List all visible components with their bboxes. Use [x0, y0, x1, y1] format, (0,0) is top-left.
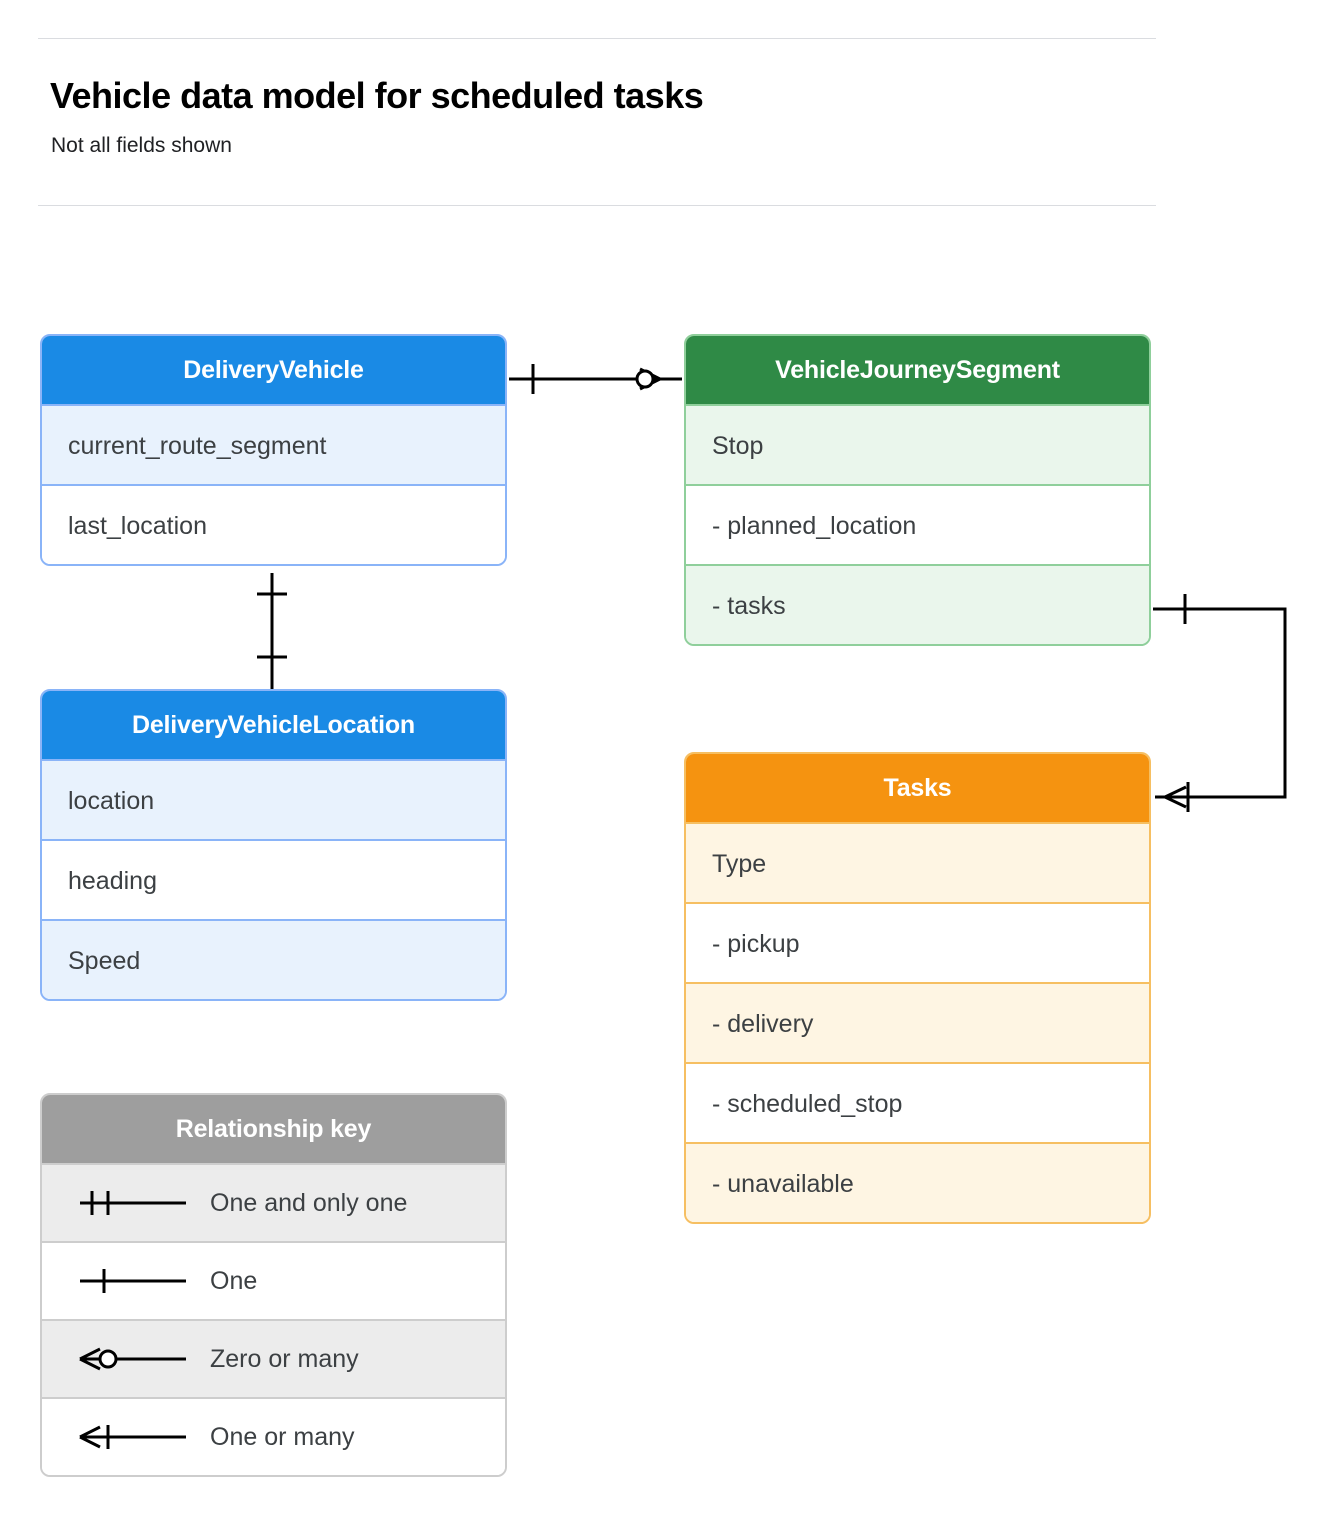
page-subtitle: Not all fields shown — [51, 134, 232, 157]
entity-delivery-vehicle-location[interactable] — [40, 689, 507, 1001]
entity-delivery-vehicle[interactable] — [40, 334, 507, 566]
legend-title: Relationship key — [42, 1095, 505, 1163]
entity-field: last_location — [42, 484, 505, 564]
page-title: Vehicle data model for scheduled tasks — [50, 75, 704, 116]
one-or-many-icon — [42, 1417, 210, 1457]
entity-delivery-vehicle-title: DeliveryVehicle — [42, 336, 505, 404]
entity-field: - planned_location — [686, 484, 1149, 564]
entity-field: - pickup — [686, 902, 1149, 982]
entity-field: - scheduled_stop — [686, 1062, 1149, 1142]
legend-item-label: One or many — [210, 1422, 355, 1451]
relationship-key-legend — [40, 1093, 507, 1477]
entity-field: Stop — [686, 404, 1149, 484]
one-icon — [42, 1261, 210, 1301]
header-divider-bottom — [38, 205, 1156, 206]
entity-field: location — [42, 759, 505, 839]
legend-item-one-or-many — [42, 1397, 505, 1475]
entity-tasks[interactable] — [684, 752, 1151, 1224]
legend-item-label: One and only one — [210, 1188, 408, 1217]
entity-field: - unavailable — [686, 1142, 1149, 1222]
entity-tasks-title: Tasks — [686, 754, 1149, 822]
legend-item-one — [42, 1241, 505, 1319]
legend-item-label: One — [210, 1266, 258, 1295]
legend-item-zero-or-many — [42, 1319, 505, 1397]
entity-vehicle-journey-segment-title: VehicleJourneySegment — [686, 336, 1149, 404]
entity-field: Speed — [42, 919, 505, 999]
entity-field: - delivery — [686, 982, 1149, 1062]
legend-item-label: Zero or many — [210, 1344, 359, 1373]
entity-field: Type — [686, 822, 1149, 902]
entity-vehicle-journey-segment[interactable] — [684, 334, 1151, 646]
entity-field: - tasks — [686, 564, 1149, 644]
header-divider-top — [38, 38, 1156, 39]
entity-delivery-vehicle-location-title: DeliveryVehicleLocation — [42, 691, 505, 759]
legend-item-one-and-only-one — [42, 1163, 505, 1241]
one-and-only-one-icon — [42, 1183, 210, 1223]
entity-field: heading — [42, 839, 505, 919]
zero-or-many-icon — [42, 1339, 210, 1379]
entity-field: current_route_segment — [42, 404, 505, 484]
